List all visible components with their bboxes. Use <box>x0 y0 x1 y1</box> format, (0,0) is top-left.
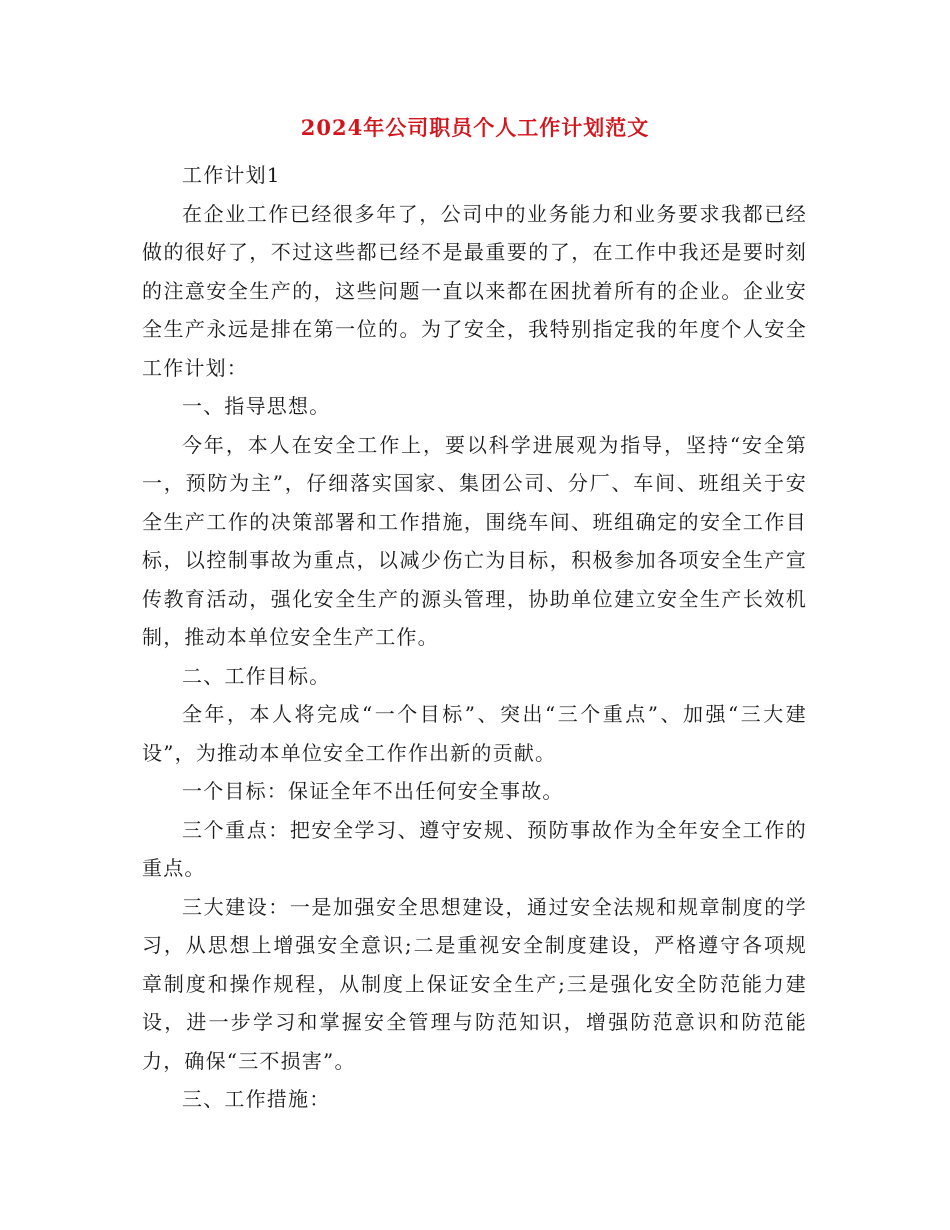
document-body <box>142 156 807 1119</box>
heading-work-measures: 三、工作措施： <box>182 1087 331 1111</box>
heading-guiding-thought: 一、指导思想。 <box>182 394 331 418</box>
heading-work-goals: 二、工作目标。 <box>182 663 331 688</box>
document-title: 2024年公司职员个人工作计划范文 <box>300 115 650 140</box>
paragraph-intro: 在企业工作已经很多年了，公司中的业务能力和业务要求我都已经做的很好了，不过这些都已经不是最重要的了，在工作中我还是要时刻的注意安全生产的，这些问题一直以来都在困扰着所有的企业。企业安全生产永远是排在第一位的。为了安全，我特别指定我的年度个人安全工作计划： <box>142 201 807 380</box>
paragraph-three-constructions: 三大建设：一是加强安全思想建设，通过安全法规和规章制度的学习，从思想上增强安全意识;二是重视安全制度建设，严格遵守各项规章制度和操作规程，从制度上保证安全生产;三是强化安全防范能力建设，进一步学习和掌握安全管理与防范知识，增强防范意识和防范能力，确保“三不损害”。 <box>142 894 807 1073</box>
paragraph-section-heading: 工作计划1 <box>182 163 281 187</box>
paragraph-guiding-thought: 今年，本人在安全工作上，要以科学进展观为指导，坚持“安全第一，预防为主”，仔细落实国家、集团公司、分厂、车间、班组关于安全生产工作的决策部署和工作措施，围绕车间、班组确定的安全工作目标，以控制事故为重点，以减少伤亡为目标，积极参加各项安全生产宣传教育活动，强化安全生产的源头管理，协助单位建立安全生产长效机制，推动本单位安全生产工作。 <box>142 432 807 649</box>
paragraph-one-goal: 一个目标：保证全年不出任何安全事故。 <box>182 779 564 803</box>
paragraph-work-goals: 全年，本人将完成“一个目标”、突出“三个重点”、加强“三大建设”，为推动本单位安全工作作出新的贡献。 <box>142 702 807 765</box>
paragraph-three-focuses: 三个重点：把安全学习、遵守安规、预防事故作为全年安全工作的重点。 <box>142 817 807 880</box>
